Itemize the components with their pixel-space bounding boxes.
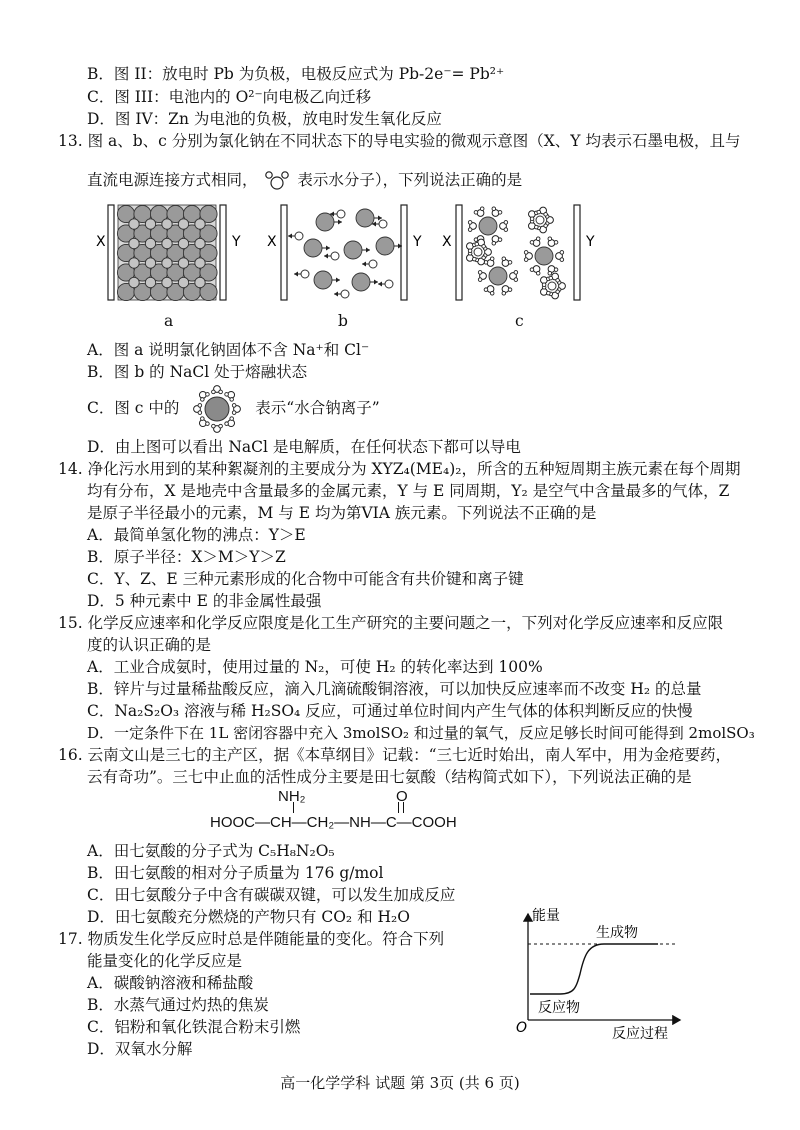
q13-figure-c [440, 200, 610, 305]
water-hydrogen [508, 288, 512, 292]
water-oxygen [228, 420, 235, 427]
hydrated-sodium-core [548, 282, 556, 290]
sodium-ion [129, 258, 139, 268]
hydrated-chloride-core [489, 267, 507, 285]
chloride-ion [356, 209, 374, 227]
sodium-ion [337, 210, 345, 218]
motion-arrowhead [336, 278, 340, 283]
chloride-ion [376, 237, 394, 255]
electrode-x-c [456, 205, 462, 300]
water-oxygen [200, 420, 207, 427]
sodium-ion [195, 219, 205, 229]
water-hydrogen [530, 268, 534, 272]
electrode-y-label-c: Y [586, 234, 595, 250]
q13-stem-line2 [87, 170, 522, 192]
sodium-ion [178, 219, 188, 229]
electrode-y-label-a: Y [232, 234, 241, 250]
q12-option-d: D．图 IV：Zn 为电池的负极，放电时发生氧化反应 [87, 110, 442, 128]
water-hydrogen [468, 221, 472, 225]
energy-axis-xlabel: 反应过程 [612, 1026, 668, 1042]
sodium-ion [162, 219, 172, 229]
water-oxygen [228, 391, 235, 398]
water-hydrogen [482, 256, 486, 260]
chloride-ion [344, 241, 362, 259]
water-hydrogen [480, 207, 484, 211]
water-hydrogen [206, 393, 210, 397]
water-hydrogen [478, 271, 482, 275]
sodium-ion [162, 238, 172, 248]
q16-option-d: D．田七氨酸充分燃烧的产物只有 CO₂ 和 H₂O [87, 908, 410, 926]
motion-arrowhead [288, 234, 292, 239]
sodium-ion [178, 258, 188, 268]
q13-option-c-pre: C．图 c 中的 [87, 399, 180, 417]
motion-arrowhead [378, 282, 382, 287]
electrode-x-label-b: X [267, 234, 277, 250]
q13-stem2-pre: 直流电源连接方式相同， [87, 171, 258, 189]
water-hydrogen [478, 278, 482, 282]
water-hydrogen [490, 291, 494, 295]
q17-stem-line1: 17. 物质发生化学反应时总是伴随能量的变化。符合下列 [58, 930, 445, 948]
electrode-x-label-c: X [442, 234, 452, 250]
energy-diagram [508, 906, 698, 1042]
sodium-ion [178, 277, 188, 287]
water-hydrogen [230, 398, 234, 402]
q13-option-d: D．由上图可以看出 NaCl 是电解质，在任何状态下都可以导电 [87, 438, 521, 456]
q15-option-b: B．锌片与过量稀盐酸反应，滴入几滴硫酸铜溶液，可以加快反应速率而不改变 H₂ 的总量 [87, 680, 702, 698]
water-hydrogen [560, 251, 564, 255]
water-hydrogen [502, 257, 506, 261]
water-hydrogen [514, 271, 518, 275]
water-hydrogen [206, 422, 210, 426]
water-hydrogen [548, 271, 552, 275]
sodium-ion [385, 280, 393, 288]
q13-option-c [87, 398, 380, 419]
electrode-y-a [220, 205, 226, 300]
sodium-ion [162, 277, 172, 287]
water-molecule-icon [262, 170, 292, 192]
q14-stem-line3: 是原子半径最小的元素，M 与 E 均为第VIA 族元素。下列说法不正确的是 [87, 504, 597, 522]
water-hydrogen [475, 242, 479, 246]
water-hydrogen [556, 279, 560, 283]
water-hydrogen [498, 211, 502, 215]
sodium-ion [195, 258, 205, 268]
water-hydrogen [225, 393, 229, 397]
water-hydrogen [490, 257, 494, 261]
q16-option-b: B．田七氨酸的相对分子质量为 176 g/mol [87, 864, 384, 882]
water-hydrogen [212, 424, 216, 428]
water-hydrogen [524, 251, 528, 255]
sodium-ion [129, 238, 139, 248]
water-hydrogen [542, 283, 546, 287]
chloride-ion [304, 239, 322, 257]
sodium-ion [369, 260, 377, 268]
hydrated-ions [467, 207, 566, 299]
q17-option-a: A．碳酸钠溶液和稀盐酸 [87, 974, 254, 992]
q16-option-c: C．田七氨酸分子中含有碳碳双键，可以发生加成反应 [87, 886, 456, 904]
q13-option-c-post: 表示“水合钠离子” [255, 399, 380, 417]
sodium-ion [195, 277, 205, 287]
water-hydrogen [524, 258, 528, 262]
water-hydrogen [498, 238, 502, 242]
water-hydrogen [504, 221, 508, 225]
struct-nh2: NH₂ [278, 788, 306, 805]
tianqi-amino-acid-structure [210, 788, 480, 836]
sodium-ion [145, 258, 155, 268]
motion-arrowhead [362, 262, 366, 267]
water-hydrogen [201, 398, 205, 402]
motion-arrowhead [334, 292, 338, 297]
energy-origin-label: O [516, 1020, 528, 1036]
water-hydrogen [502, 291, 506, 295]
energy-axis-ylabel: 能量 [532, 908, 560, 924]
struct-bond-nh2 [293, 802, 295, 813]
water-hydrogen [530, 217, 534, 221]
q17-stem-line2: 能量变化的化学反应是 [87, 952, 243, 970]
motion-arrowhead [338, 220, 342, 225]
q16-stem-line1: 16. 云南文山是三七的主产区，据《本草纲目》记载：“三七近时始出，南人军中，用为金疮要药， [58, 746, 732, 764]
water-hydrogen [212, 390, 216, 394]
q13-option-b: B．图 b 的 NaCl 处于熔融状态 [87, 363, 308, 381]
water-hydrogen [492, 241, 496, 245]
sodium-ion [129, 219, 139, 229]
electrode-y-c [574, 205, 580, 300]
molten-ions [288, 209, 402, 298]
chloride-ion [352, 273, 370, 291]
water-hydrogen [514, 278, 518, 282]
water-hydrogen [233, 404, 237, 408]
sodium-ion [195, 238, 205, 248]
water-hydrogen [535, 225, 539, 229]
sodium-ion [145, 219, 155, 229]
motion-arrowhead [294, 272, 298, 277]
water-hydrogen [492, 207, 496, 211]
water-hydrogen [474, 211, 478, 215]
q13-stem2-post: 表示水分子），下列说法正确的是 [297, 171, 523, 189]
water-hydrogen [504, 228, 508, 232]
q13-figure-b-label: b [338, 312, 348, 330]
electrode-x-a [108, 205, 114, 300]
nacl-lattice [117, 205, 217, 301]
water-hydrogen [536, 271, 540, 275]
q14-option-a: A．最简单氢化物的沸点：Y＞E [87, 526, 306, 544]
struct-o: O [396, 788, 408, 805]
q14-option-b: B．原子半径：X＞M＞Y＞Z [87, 548, 286, 566]
water-hydrogen [544, 224, 548, 228]
q13-figure-c-label: c [515, 312, 524, 330]
water-hydrogen [474, 238, 478, 242]
q17-option-c: C．铝粉和氧化铁混合粉末引燃 [87, 1018, 301, 1036]
water-hydrogen [548, 237, 552, 241]
chloride-ion [316, 213, 334, 231]
struct-main: HOOC—CH—CH₂—NH—C—COOH [210, 814, 457, 831]
q13-figure-b [265, 200, 435, 305]
water-hydrogen [225, 422, 229, 426]
q14-stem-line2: 均有分布，X 是地壳中含量最多的金属元素，Y 与 E 同周期，Y₂ 是空气中含量最多的气体，Z [87, 482, 730, 500]
sodium-ion [145, 238, 155, 248]
water-hydrogen [468, 228, 472, 232]
electrode-y-label-b: Y [413, 234, 422, 250]
hydrated-sodium-core [536, 216, 544, 224]
water-hydrogen [556, 290, 560, 294]
water-hydrogen [508, 261, 512, 265]
q14-option-c: C．Y、Z、E 三种元素形成的化合物中可能含有共价键和离子键 [87, 570, 524, 588]
q12-option-c: C．图 III：电池内的 O²⁻向电极乙向迁移 [87, 88, 372, 106]
chloride-ion [314, 271, 332, 289]
q15-option-d: D．一定条件下在 1L 密闭容器中充入 3molSO₂ 和过量的氧气，反应足够长时间可能得到 2molSO₃ [87, 724, 755, 742]
sodium-ion [331, 252, 339, 260]
motion-arrowhead [366, 248, 370, 253]
sodium-ion [129, 277, 139, 287]
q13-figure-a-label: a [164, 312, 174, 330]
water-hydrogen [468, 249, 472, 253]
water-hydrogen [198, 404, 202, 408]
q17-option-b: B．水蒸气通过灼热的焦炭 [87, 996, 269, 1014]
hydrated-sodium-ion-icon [186, 381, 248, 437]
q15-stem-line1: 15. 化学反应速率和化学反应限度是化工生产研究的主要问题之一，下列对化学反应速率和反应限 [58, 614, 724, 632]
q15-option-c: C．Na₂S₂O₃ 溶液与稀 H₂SO₄ 反应，可通过单位时间内产生气体的体积判断反应的快慢 [87, 702, 693, 720]
motion-arrowhead [324, 254, 328, 259]
struct-bond-o [398, 802, 404, 813]
sodium-ion [162, 258, 172, 268]
q13-figure-a [90, 200, 255, 305]
water-hydrogen [554, 241, 558, 245]
motion-arrowhead [378, 216, 382, 221]
sodium-ion [379, 220, 387, 228]
q15-stem-line2: 度的认识正确的是 [87, 636, 212, 654]
water-hydrogen [547, 291, 551, 295]
central-ion [205, 397, 229, 421]
water-hydrogen [482, 245, 486, 249]
energy-curve [530, 944, 658, 994]
water-oxygen [200, 391, 207, 398]
water-hydrogen [473, 257, 477, 261]
water-hydrogen [219, 390, 223, 394]
water-hydrogen [544, 213, 548, 217]
page-footer: 高一化学学科 试题 第 3页 (共 6 页) [280, 1074, 520, 1092]
q13-stem-line1: 13. 图 a、b、c 分别为氯化钠在不同状态下的导电实验的微观示意图（X、Y 均表示石墨电极，且与 [58, 132, 741, 150]
water-hydrogen [536, 237, 540, 241]
motion-arrowhead [326, 246, 330, 251]
hydrated-chloride-core [535, 247, 553, 265]
hydrated-sodium-core [474, 248, 482, 256]
motion-arrowhead [374, 280, 378, 285]
water-hydrogen [554, 268, 558, 272]
sodium-ion [145, 277, 155, 287]
product-label: 生成物 [596, 925, 638, 941]
q16-stem-line2: 云有奇功”。三七中止血的活性成分主要是田七氨酸（结构简式如下），下列说法正确的是 [87, 768, 692, 786]
water-hydrogen [198, 411, 202, 415]
water-hydrogen [530, 241, 534, 245]
q14-stem-line1: 14. 净化污水用到的某种絮凝剂的主要成分为 XYZ₄(ME₄)₂，所含的五种短周期主族元素在每个周期 [58, 460, 741, 478]
water-hydrogen [219, 424, 223, 428]
q14-option-d: D．5 种元素中 E 的非金属性最强 [87, 592, 322, 610]
water-hydrogen [233, 411, 237, 415]
water-hydrogen [201, 417, 205, 421]
q17-option-d: D．双氧水分解 [87, 1040, 193, 1058]
q13-option-a: A．图 a 说明氯化钠固体不含 Na⁺和 Cl⁻ [87, 341, 370, 359]
electrode-x-b [281, 205, 287, 300]
sodium-ion [341, 290, 349, 298]
sodium-ion [295, 232, 303, 240]
q15-option-a: A．工业合成氨时，使用过量的 N₂，可使 H₂ 的转化率达到 100% [87, 658, 543, 676]
hydrated-chloride-core [479, 217, 497, 235]
water-hydrogen [537, 210, 541, 214]
sodium-ion [178, 238, 188, 248]
water-hydrogen [560, 258, 564, 262]
reactant-label: 反应物 [538, 1000, 580, 1016]
q16-option-a: A．田七氨酸的分子式为 C₅H₈N₂O₅ [87, 842, 335, 860]
water-hydrogen [484, 288, 488, 292]
water-hydrogen [230, 417, 234, 421]
q12-option-b: B．图 II：放电时 Pb 为负极，电极反应式为 Pb-2e⁻= Pb²⁺ [87, 65, 505, 83]
sodium-ion [301, 270, 309, 278]
water-hydrogen [549, 276, 553, 280]
electrode-y-b [401, 205, 407, 300]
electrode-x-label-a: X [96, 234, 106, 250]
